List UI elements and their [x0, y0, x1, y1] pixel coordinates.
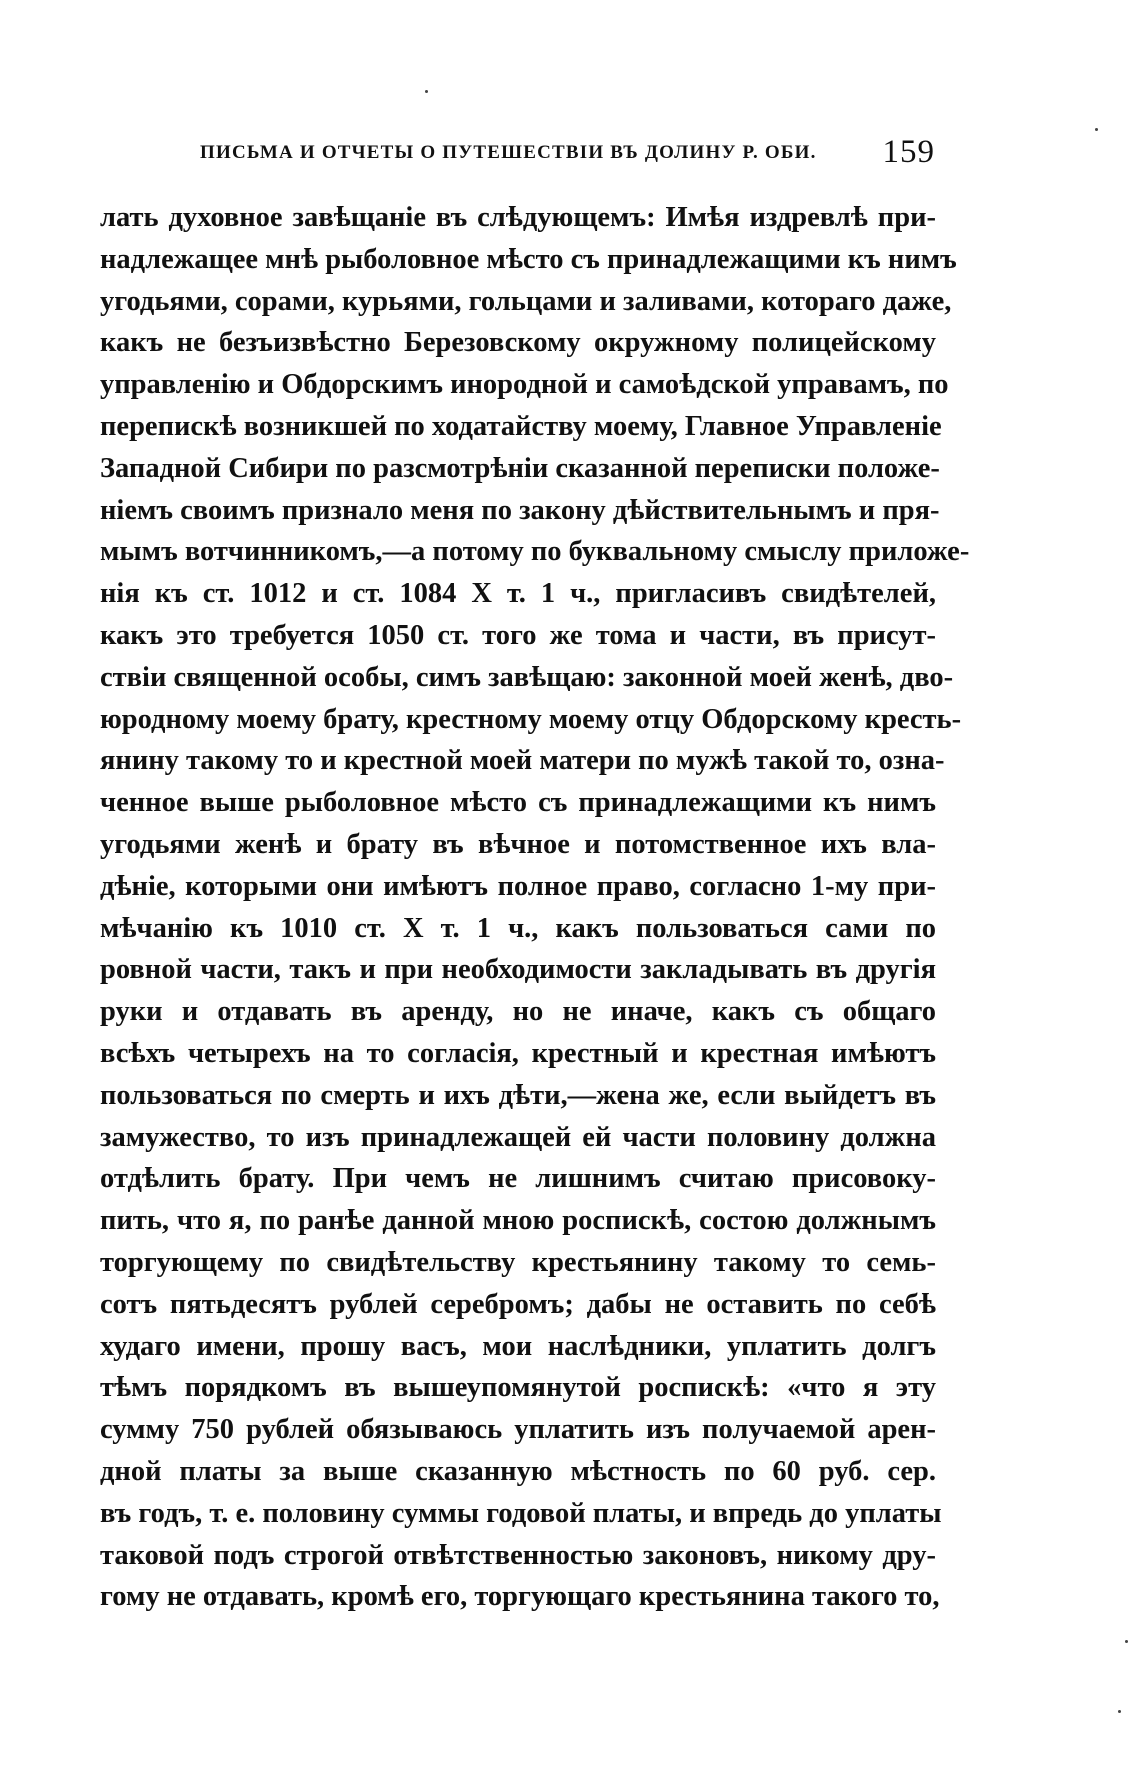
text-line: сотъ пятьдесятъ рублей серебромъ; дабы не оставить по себѣ — [100, 1288, 936, 1320]
text-line: пользоваться по смерть и ихъ дѣти,—жена же, если выйдетъ въ — [100, 1079, 936, 1111]
text-line: угодьями, сорами, курьями, гольцами и заливами, котораго даже, — [100, 285, 952, 317]
scan-speck — [1125, 1640, 1128, 1643]
text-line: какъ не безъизвѣстно Березовскому окружному полицейскому — [100, 327, 936, 359]
text-line: тѣмъ порядкомъ въ вышеупомянутой роспискѣ: «что я эту — [100, 1372, 936, 1404]
text-line: въ годъ, т. е. половину суммы годовой платы, и впредь до уплаты — [100, 1497, 942, 1529]
text-line: какъ это требуется 1050 ст. того же тома и части, въ присут- — [100, 619, 936, 651]
text-line: ченное выше рыболовное мѣсто съ принадлежащими къ нимъ — [100, 787, 936, 819]
scan-speck — [1095, 128, 1098, 131]
text-line: Западной Сибири по разсмотрѣніи сказанной переписки положе- — [100, 452, 940, 484]
text-line: янину такому то и крестной моей матери по мужѣ такой то, озна- — [100, 745, 945, 777]
text-line: дѣніе, которыми они имѣютъ полное право, согласно 1-му при- — [100, 870, 936, 902]
text-line: всѣхъ четырехъ на то согласія, крестный и крестная имѣютъ — [100, 1037, 936, 1069]
text-line: дной платы за выше сказанную мѣстность по 60 руб. сер. — [100, 1455, 936, 1487]
text-line: ствіи священной особы, симъ завѣщаю: законной моей женѣ, дво- — [100, 661, 954, 693]
text-line: худаго имени, прошу васъ, мои наслѣдники, уплатить долгъ — [100, 1330, 936, 1362]
text-line: лать духовное завѣщаніе въ слѣдующемъ: Имѣя издревлѣ при- — [100, 202, 936, 233]
text-line: пить, что я, по ранѣе данной мною роспискѣ, состою должнымъ — [100, 1205, 936, 1237]
scan-speck — [425, 90, 428, 93]
body-text — [100, 198, 970, 1619]
text-line: угодьями женѣ и брату въ вѣчное и потомственное ихъ вла- — [100, 828, 936, 860]
text-line: надлежащее мнѣ рыболовное мѣсто съ принадлежащими къ нимъ — [100, 243, 957, 275]
text-line: таковой подъ строгой отвѣтственностью законовъ, никому дру- — [100, 1539, 936, 1571]
text-line: отдѣлить брату. При чемъ не лишнимъ считаю присовоку- — [100, 1163, 936, 1195]
text-line: торгующему по свидѣтельству крестьянину такому то семь- — [100, 1246, 936, 1278]
text-line: гому не отдавать, кромѣ его, торгующаго крестьянина такого то, — [100, 1581, 940, 1613]
running-head — [200, 134, 935, 174]
text-line: замужество, то изъ принадлежащей ей части половину должна — [100, 1121, 936, 1153]
text-line: нія къ ст. 1012 и ст. 1084 X т. 1 ч., пригласивъ свидѣтелей, — [100, 578, 936, 610]
text-line: сумму 750 рублей обязываюсь уплатить изъ получаемой арен- — [100, 1414, 936, 1446]
text-line: ровной части, такъ и при необходимости закладывать въ другія — [100, 954, 936, 986]
text-line: ніемъ своимъ признало меня по закону дѣйствительнымъ и пря- — [100, 494, 940, 526]
text-line: управленію и Обдорскимъ инородной и самоѣдской управамъ, по — [100, 369, 949, 401]
text-line: юродному моему брату, крестному моему отцу Обдорскому кресть- — [100, 703, 962, 735]
running-title: ПИСЬМА И ОТЧЕТЫ О ПУТЕШЕСТВІИ ВЪ ДОЛИНУ Р. ОБИ. — [200, 142, 817, 163]
text-line: перепискѣ возникшей по ходатайству моему, Главное Управленіе — [100, 410, 942, 442]
text-line: руки и отдавать въ аренду, но не иначе, какъ съ общаго — [100, 996, 936, 1028]
text-line: мѣчанію къ 1010 ст. X т. 1 ч., какъ пользоваться сами по — [100, 912, 936, 944]
scan-speck — [1118, 1710, 1121, 1713]
text-line: мымъ вотчинникомъ,—а потому по буквальному смыслу приложе- — [100, 536, 970, 568]
page-number: 159 — [882, 134, 935, 170]
